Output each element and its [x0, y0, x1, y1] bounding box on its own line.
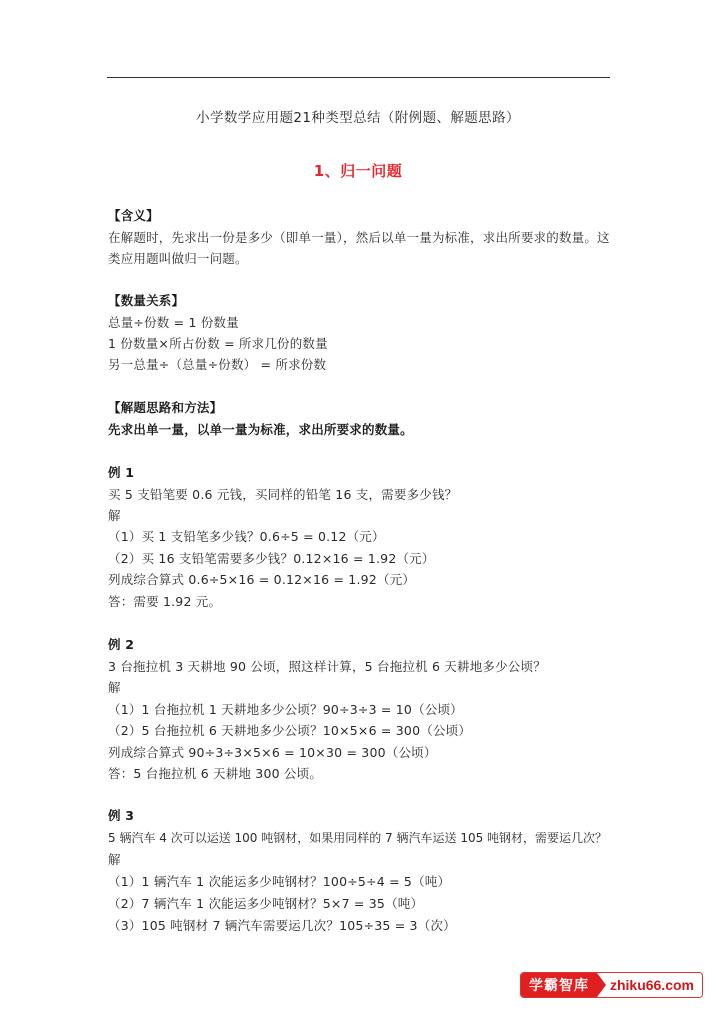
example-3-step-1: （1）1 辆汽车 1 次能运多少吨钢材？100÷5÷4 = 5（吨） — [108, 874, 451, 889]
watermark-badge — [521, 973, 702, 997]
relations-heading: 【数量关系】 — [108, 293, 185, 308]
example-1-solution-label: 解 — [108, 508, 121, 523]
example-1-answer: 答：需要 1.92 元。 — [108, 594, 222, 609]
example-2-answer: 答：5 台拖拉机 6 天耕地 300 公顷。 — [108, 766, 323, 781]
example-1-question: 买 5 支铅笔要 0.6 元钱，买同样的铅笔 16 支，需要多少钱？ — [108, 487, 458, 502]
example-2-solution-label: 解 — [108, 680, 121, 695]
watermark-brand: 学霸智库 — [521, 973, 597, 997]
example-3-solution-label: 解 — [108, 852, 121, 867]
relations-line-2: 1 份数量×所占份数 = 所求几份的数量 — [108, 336, 328, 351]
section-title: 1、归一问题 — [313, 162, 403, 180]
example-2-question: 3 台拖拉机 3 天耕地 90 公顷，照这样计算，5 台拖拉机 6 天耕地多少公顷？ — [108, 659, 546, 674]
document-title: 小学数学应用题21种类型总结（附例题、解题思路） — [196, 110, 520, 126]
example-3-step-2: （2）7 辆汽车 1 次能运多少吨钢材？5×7 = 35（吨） — [108, 896, 424, 911]
meaning-line-1: 在解题时，先求出一份是多少（即单一量），然后以单一量为标准，求出所要求的数量。这 — [108, 230, 610, 245]
example-2-label: 例 2 — [108, 637, 135, 652]
method-heading: 【解题思路和方法】 — [108, 400, 223, 415]
example-1-step-2: （2）买 16 支铅笔需要多少钱？0.12×16 = 1.92（元） — [108, 551, 435, 566]
example-3-step-3: （3）105 吨钢材 7 辆汽车需要运几次？105÷35 = 3（次） — [108, 918, 456, 933]
header-rule — [107, 77, 610, 78]
example-2-combined: 列成综合算式 90÷3÷3×5×6 = 10×30 = 300（公顷） — [108, 745, 437, 760]
meaning-line-2: 类应用题叫做归一问题。 — [108, 251, 248, 266]
example-2-step-1: （1）1 台拖拉机 1 天耕地多少公顷？90÷3÷3 = 10（公顷） — [108, 702, 463, 717]
example-1-combined: 列成综合算式 0.6÷5×16 = 0.12×16 = 1.92（元） — [108, 572, 416, 587]
example-3-question: 5 辆汽车 4 次可以运送 100 吨钢材，如果用同样的 7 辆汽车运送 105 吨钢材，需要运几次？ — [108, 831, 608, 845]
example-1-label: 例 1 — [108, 465, 135, 480]
method-text: 先求出单一量，以单一量为标准，求出所要求的数量。 — [108, 422, 413, 437]
example-2-step-2: （2）5 台拖拉机 6 天耕地多少公顷？10×5×6 = 300（公顷） — [108, 723, 472, 738]
example-1-step-1: （1）买 1 支铅笔多少钱？0.6÷5 = 0.12（元） — [108, 529, 385, 544]
watermark-arrow-icon — [597, 973, 606, 997]
example-3-label: 例 3 — [108, 808, 135, 823]
watermark-domain: zhiku66.com — [606, 973, 702, 997]
relations-line-1: 总量÷份数 = 1 份数量 — [108, 315, 239, 330]
relations-line-3: 另一总量÷（总量÷份数） = 所求份数 — [108, 357, 327, 372]
meaning-heading: 【含义】 — [108, 208, 159, 223]
